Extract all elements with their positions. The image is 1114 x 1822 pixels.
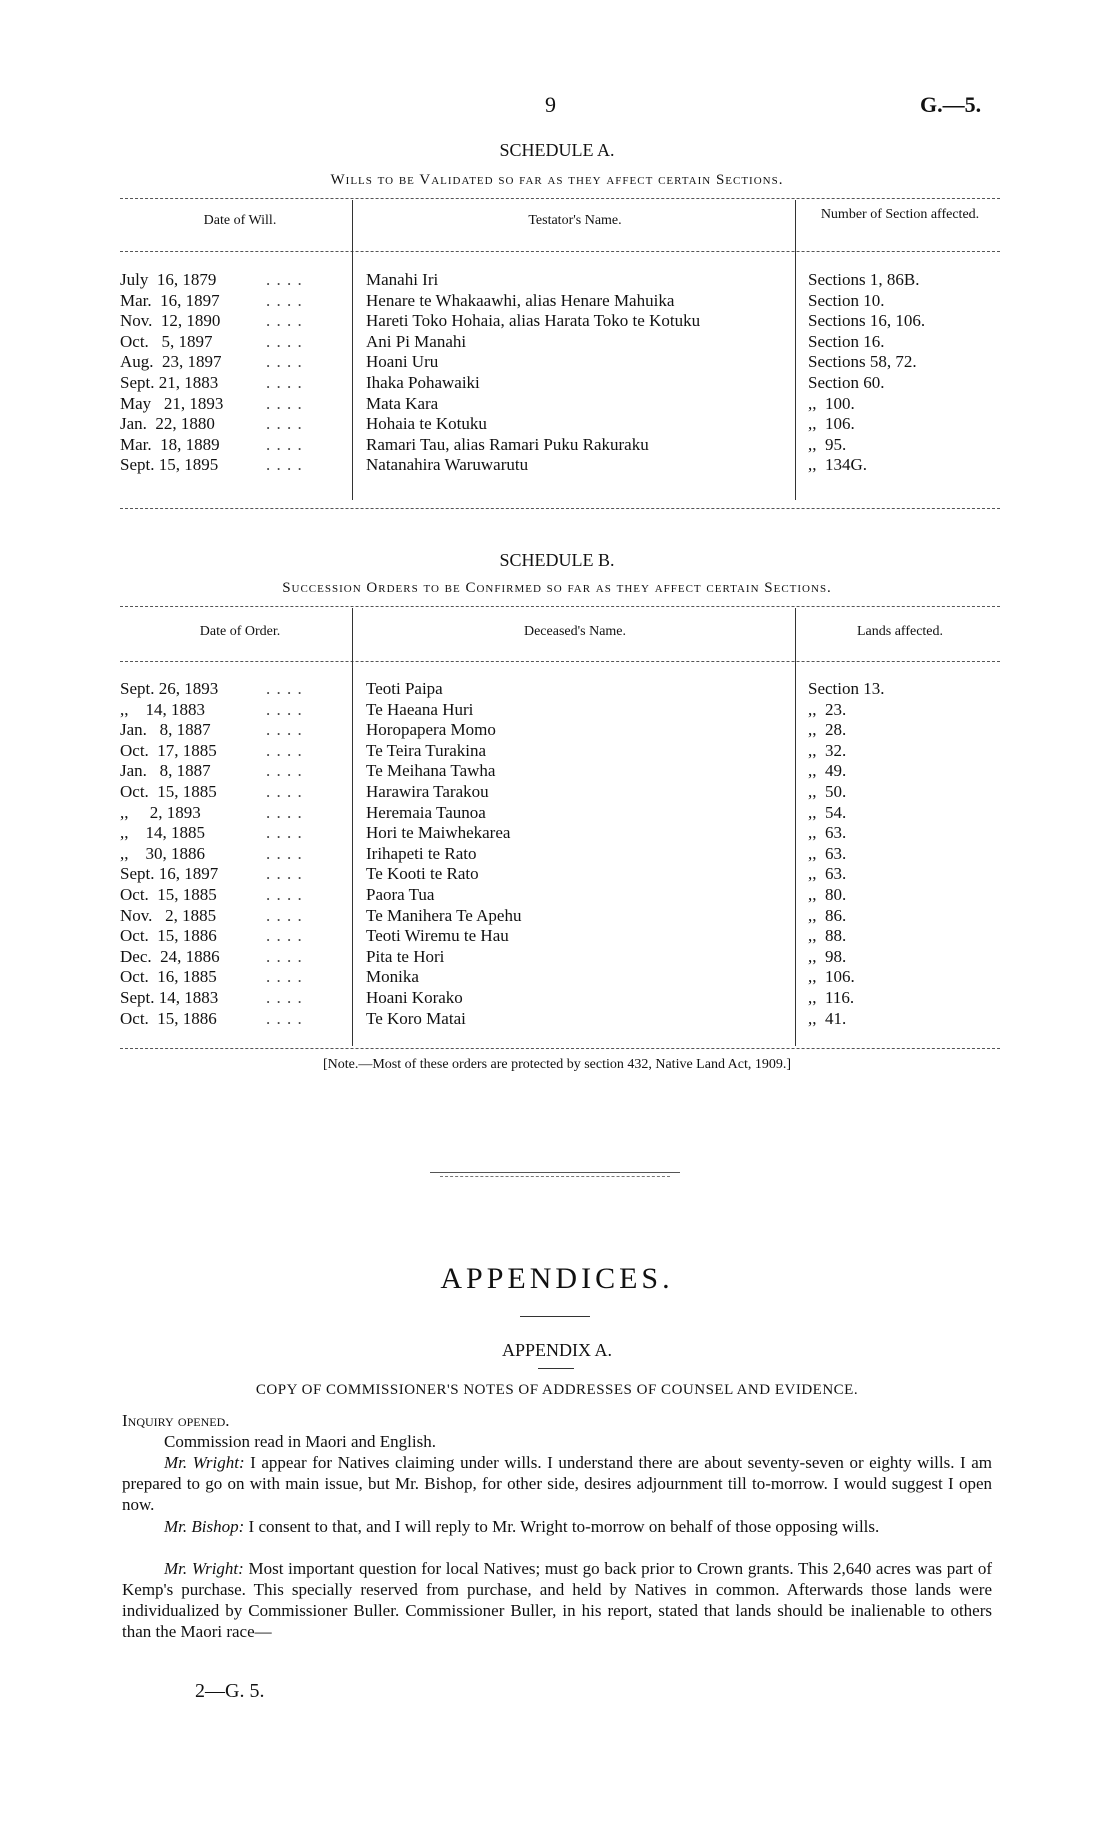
section-cell: ,, 134G.: [808, 455, 868, 475]
date-cell: Mar. 18, 1889: [120, 434, 220, 454]
name-cell: Teoti Wiremu te Hau: [366, 926, 509, 946]
date-cell: Oct. 17, 1885: [120, 740, 217, 760]
date-cell: Oct. 15, 1886: [120, 1008, 217, 1028]
date-cell: Jan. 22, 1880: [120, 414, 215, 434]
section-rule: [440, 1176, 670, 1177]
schedule-b-subtitle: Succession Orders to be Confirmed so far as they affect certain Sections.: [282, 580, 832, 596]
date-cell: ,, 30, 1886: [120, 843, 205, 863]
name-cell: Te Manihera Te Apehu: [366, 905, 522, 925]
table-row: [0, 803, 1114, 823]
table-row: [0, 311, 1114, 331]
name-cell: Henare te Whakaawhi, alias Henare Mahuika: [366, 290, 675, 310]
paragraph: [122, 1452, 992, 1515]
name-cell: Te Teira Turakina: [366, 740, 487, 760]
date-cell: Oct. 16, 1885: [120, 967, 217, 987]
dot-leader: . . . .: [266, 1008, 303, 1028]
table-row: [0, 947, 1114, 967]
section-cell: ,, 63.: [808, 823, 847, 843]
dot-leader: . . . .: [266, 740, 303, 760]
section-cell: ,, 116.: [808, 988, 855, 1007]
paragraph: Commission read in Maori and English.: [164, 1432, 436, 1451]
divider: [120, 198, 1000, 199]
name-cell: Natanahira Waruwarutu: [366, 455, 529, 475]
table-row: [0, 1009, 1114, 1029]
table-row: [0, 435, 1114, 455]
table-row: [0, 864, 1114, 884]
name-cell: Manahi Iri: [366, 270, 439, 289]
dot-leader: . . . .: [266, 331, 303, 351]
dot-leader: . . . .: [266, 434, 303, 454]
document-reference: G.—5.: [920, 92, 982, 117]
section-cell: ,, 80.: [808, 885, 847, 904]
table-row: [0, 823, 1114, 843]
col-header-date: Date of Order.: [199, 624, 281, 639]
date-cell: May 21, 1893: [120, 393, 224, 413]
name-cell: Ani Pi Manahi: [366, 331, 467, 351]
date-cell: Mar. 16, 1897: [120, 290, 220, 310]
dot-leader: . . . .: [266, 761, 303, 781]
name-cell: Ramari Tau, alias Ramari Puku Rakuraku: [366, 434, 649, 454]
speech: I consent to that, and I will reply to Mr. Wright to-morrow on behalf of those opposing wills.: [244, 1517, 880, 1536]
section-cell: ,, 49.: [808, 761, 847, 781]
name-cell: Te Haeana Huri: [366, 699, 474, 719]
dot-leader: . . . .: [266, 967, 303, 987]
col-header-name: Deceased's Name.: [523, 624, 627, 639]
table-row: [0, 741, 1114, 761]
divider: [120, 251, 1000, 252]
name-cell: Paora Tua: [366, 885, 435, 904]
dot-leader: . . . .: [266, 311, 303, 331]
table-row: [0, 885, 1114, 905]
name-cell: Hoani Korako: [366, 988, 463, 1007]
table-row: [0, 352, 1114, 372]
name-cell: Irihapeti te Rato: [366, 843, 477, 863]
copy-title: COPY OF COMMISSIONER'S NOTES OF ADDRESSES OF COUNSEL AND EVIDENCE.: [255, 1382, 859, 1398]
table-row: [0, 926, 1114, 946]
divider: [120, 661, 1000, 662]
schedule-a-title: SCHEDULE A.: [499, 140, 615, 160]
section-cell: Section 10.: [808, 290, 885, 310]
name-cell: Hohaia te Kotuku: [366, 414, 487, 434]
name-cell: Pita te Hori: [366, 946, 445, 966]
dot-leader: . . . .: [266, 843, 303, 863]
dot-leader: . . . .: [266, 946, 303, 966]
name-cell: Ihaka Pohawaiki: [366, 373, 480, 392]
name-cell: Hoani Uru: [366, 352, 439, 372]
section-cell: Sections 58, 72.: [808, 352, 917, 372]
section-cell: ,, 100.: [808, 393, 855, 413]
page-number: 9: [545, 92, 556, 117]
dot-leader: . . . .: [266, 720, 303, 740]
date-cell: Oct. 5, 1897: [120, 331, 213, 351]
section-cell: Section 60.: [808, 373, 885, 392]
schedule-b-note: [Note.—Most of these orders are protected by section 432, Native Land Act, 1909.]: [322, 1057, 792, 1072]
name-cell: Teoti Paipa: [366, 679, 443, 698]
name-cell: Te Kooti te Rato: [366, 864, 479, 884]
section-cell: ,, 54.: [808, 802, 847, 822]
paragraph: [122, 1516, 992, 1537]
table-row: [0, 332, 1114, 352]
speaker: Mr. Wright:: [164, 1559, 244, 1578]
table-row: [0, 270, 1114, 290]
date-cell: Sept. 16, 1897: [120, 864, 219, 884]
speaker: Mr. Wright:: [164, 1453, 245, 1472]
name-cell: Heremaia Taunoa: [366, 802, 486, 822]
paragraph: Inquiry opened.: [122, 1411, 230, 1430]
section-cell: ,, 88.: [808, 926, 847, 946]
section-cell: ,, 50.: [808, 782, 847, 801]
section-rule: [430, 1172, 680, 1173]
section-cell: ,, 63.: [808, 843, 847, 863]
dot-leader: . . . .: [266, 905, 303, 925]
appendix-a-title: APPENDIX A.: [501, 1340, 612, 1360]
date-cell: ,, 14, 1885: [120, 823, 205, 843]
date-cell: ,, 2, 1893: [120, 802, 201, 822]
table-row: [0, 373, 1114, 393]
section-cell: ,, 32.: [808, 740, 847, 760]
speaker: Mr. Bishop:: [164, 1517, 245, 1536]
dot-leader: . . . .: [266, 352, 303, 372]
section-cell: Sections 1, 86B.: [808, 270, 920, 289]
speech: Most important question for local Natives; must go back prior to Crown grants. This 2,640 acres was part of Kemp's purchase. This specially reserved from purchase, and held by Natives in common. Afterwards those lands were individualized by Commissioner Buller. Commissioner Buller, in his report, stated that lands should be inalienable to others than the Maori race—: [122, 1559, 992, 1641]
table-row: [0, 700, 1114, 720]
table-row: [0, 414, 1114, 434]
section-cell: ,, 63.: [808, 864, 847, 884]
name-cell: Harawira Tarakou: [366, 782, 489, 801]
date-cell: Jan. 8, 1887: [120, 720, 211, 740]
name-cell: Te Meihana Tawha: [366, 761, 496, 781]
dot-leader: . . . .: [266, 270, 303, 289]
date-cell: July 16, 1879: [120, 270, 217, 289]
dot-leader: . . . .: [266, 782, 303, 801]
dot-leader: . . . .: [266, 885, 303, 904]
schedule-a-subtitle: Wills to be Validated so far as they affect certain Sections.: [330, 172, 784, 188]
date-cell: Sept. 15, 1895: [120, 455, 219, 475]
dot-leader: . . . .: [266, 988, 303, 1007]
table-row: [0, 844, 1114, 864]
table-row: [0, 679, 1114, 699]
section-cell: Section 16.: [808, 331, 885, 351]
col-header-section: Lands affected.: [856, 624, 944, 639]
table-row: [0, 291, 1114, 311]
date-cell: Oct. 15, 1885: [120, 782, 217, 801]
table-row: [0, 782, 1114, 802]
name-cell: Mata Kara: [366, 393, 439, 413]
paragraph: [122, 1558, 992, 1642]
section-cell: ,, 41.: [808, 1008, 847, 1028]
divider: [120, 606, 1000, 607]
section-cell: ,, 98.: [808, 946, 847, 966]
name-cell: Hori te Maiwhekarea: [366, 823, 511, 843]
table-row: [0, 761, 1114, 781]
table-row: [0, 967, 1114, 987]
section-cell: ,, 23.: [808, 699, 847, 719]
dot-leader: . . . .: [266, 679, 303, 698]
date-cell: Oct. 15, 1885: [120, 885, 217, 904]
name-cell: Horopapera Momo: [366, 720, 496, 740]
table-row: [0, 906, 1114, 926]
title-rule: [538, 1368, 574, 1369]
section-cell: ,, 86.: [808, 905, 847, 925]
col-header-name: Testator's Name.: [528, 213, 622, 228]
name-cell: Hareti Toko Hohaia, alias Harata Toko te Kotuku: [366, 311, 701, 331]
date-cell: Jan. 8, 1887: [120, 761, 211, 781]
date-cell: ,, 14, 1883: [120, 699, 205, 719]
dot-leader: . . . .: [266, 290, 303, 310]
dot-leader: . . . .: [266, 414, 303, 434]
dot-leader: . . . .: [266, 393, 303, 413]
name-cell: Monika: [366, 967, 419, 987]
divider: [120, 508, 1000, 509]
date-cell: Sept. 21, 1883: [120, 373, 219, 392]
table-row: [0, 720, 1114, 740]
section-cell: ,, 28.: [808, 720, 847, 740]
dot-leader: . . . .: [266, 802, 303, 822]
table-row: [0, 394, 1114, 414]
table-row: [0, 988, 1114, 1008]
table-row: [0, 455, 1114, 475]
dot-leader: . . . .: [266, 864, 303, 884]
date-cell: Nov. 2, 1885: [120, 905, 217, 925]
date-cell: Nov. 12, 1890: [120, 311, 221, 331]
section-cell: ,, 106.: [808, 967, 855, 987]
section-cell: Sections 16, 106.: [808, 311, 926, 331]
dot-leader: . . . .: [266, 926, 303, 946]
date-cell: Dec. 24, 1886: [120, 946, 220, 966]
signature-mark: 2—G. 5.: [195, 1680, 265, 1702]
section-cell: ,, 106.: [808, 414, 855, 434]
section-cell: ,, 95.: [808, 434, 847, 454]
date-cell: Oct. 15, 1886: [120, 926, 217, 946]
dot-leader: . . . .: [266, 373, 303, 392]
date-cell: Aug. 23, 1897: [120, 352, 222, 372]
date-cell: Sept. 14, 1883: [120, 988, 219, 1007]
dot-leader: . . . .: [266, 455, 303, 475]
col-header-date: Date of Will.: [203, 213, 277, 228]
name-cell: Te Koro Matai: [366, 1008, 466, 1028]
appendices-title: APPENDICES.: [440, 1262, 674, 1295]
dot-leader: . . . .: [266, 823, 303, 843]
title-rule: [520, 1316, 590, 1317]
date-cell: Sept. 26, 1893: [120, 679, 219, 698]
schedule-b-title: SCHEDULE B.: [499, 550, 615, 570]
section-cell: Section 13.: [808, 679, 885, 698]
divider: [120, 1048, 1000, 1049]
col-header-section: Number of Section affected.: [820, 207, 980, 222]
speech: I appear for Natives claiming under wills. I understand there are about seventy-seven or eighty wills. I am prepared to go on with main issue, but Mr. Bishop, for other side, desires adjournment till to-morrow. I would suggest I open now.: [122, 1453, 993, 1514]
dot-leader: . . . .: [266, 699, 303, 719]
